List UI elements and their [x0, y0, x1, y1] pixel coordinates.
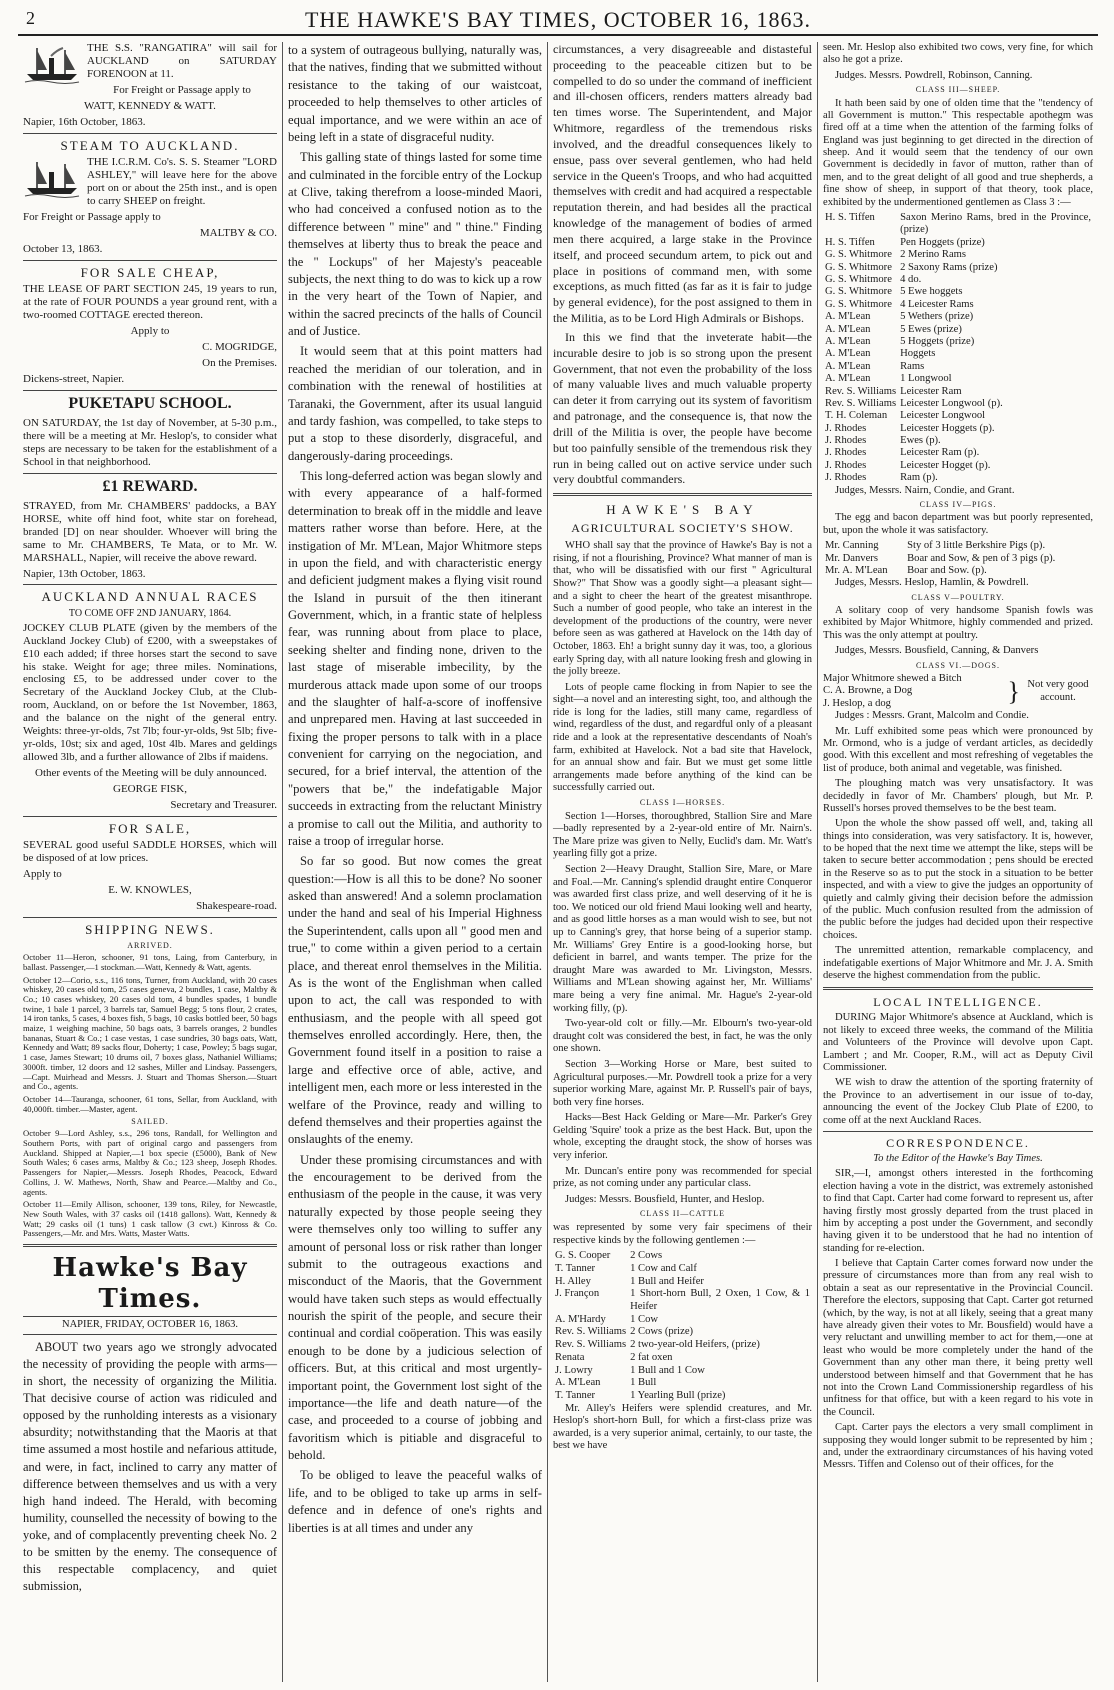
table-row	[823, 249, 1093, 261]
exhibitor-name: A. M'Lean	[825, 323, 871, 335]
dogs-judges: Judges : Messrs. Grant, Malcolm and Condie.	[835, 710, 1029, 722]
exhibitor-name: G. S. Whitmore	[825, 298, 892, 310]
exhibitor-name: Mr. A. M'Lean	[825, 564, 888, 576]
poultry-judges: Judges, Messrs. Bousfield, Canning, & Danvers	[835, 645, 1039, 657]
editorial-paragraph: This long-deferred action was began slowly and with every appearance of a half-formed determination to break off in the middle and leave matters rather worse than before. Here, at the instigation of Mr. M'Lean, Major Whitmore steps in upon the field, and with characteristic energy and deficient judgment makes a flying visit round the Island in pursuit of the then itinerant Government, which, in a frantic state of helpless fear, was running about from place to place, seeking shelter and finding none, driven to the last stage of miserable imbecility, by the murderous attack made upon some of our troops and the slaughter of half-a-score of inoffensive and unprepared men. Having at last succeeded in fixing the proper persons to talk with in a place convenient for carrying on the negociation, and secured, for a brief interval, the attention of the "powers that be," the indefatigable Major succeeds in extracting from the reluctant Ministry a promise to call out the Militia, and authority to raise a troop of irregular horse.	[288, 469, 543, 848]
cattle-judges: Judges. Messrs. Powdrell, Robinson, Canning.	[835, 69, 1033, 81]
exhibitor-name: A. M'Lean	[825, 348, 871, 360]
exhibit-entry: 2 Saxony Rams (prize)	[900, 261, 998, 273]
table-row	[823, 410, 1093, 422]
exhibit-entry: 1 Cow and Calf	[630, 1262, 697, 1274]
school-body: ON SATURDAY, the 1st day of November, at 5-30 p.m., there will be a meeting at Mr. Heslop's, to consider what steps are necessary to be taken for the establishment of a School in that neighborhood.	[23, 416, 277, 468]
exhibitor-name: Rev. S. Williams	[555, 1326, 627, 1338]
table-row	[823, 423, 1093, 435]
exhibit-entry: Leicester Hogget (p).	[900, 459, 991, 471]
horses-paragraph: Two-year-old colt or filly.—Mr. Elbourn's two-year-old draught colt was considered the best, in fact, he was the only one shown.	[553, 1018, 812, 1055]
exhibit-entry: 2 Merino Rams	[900, 249, 967, 261]
exhibit-entry: Ram (p).	[900, 472, 938, 484]
table-row	[553, 1314, 812, 1327]
steamship-icon	[23, 158, 81, 198]
table-row	[823, 286, 1093, 298]
table-row	[823, 336, 1093, 348]
exhibit-entry: 1 Cow	[630, 1313, 659, 1325]
letter-paragraph: Capt. Carter pays the electors a very small compliment in supposing they would longer submit to be represented by him ; and, under the extraordinary circumstances of his having voted Messrs. Tiffen and Colenso out of their offices, for the	[823, 1422, 1093, 1471]
editorial-paragraph: circumstances, a very disagreeable and distasteful proceeding to the peaceable citizen but to be compelled to do so under the command of inefficient and ill-chosen officers, renders matters already bad ten times worse. The Superintendent, and Major Whitmore, regardless of the tremendous risks involved, and the dreadful consequences likely to ensue, pass over several gentlemen, who had held service in the Queen's Troops, and who had acquitted themselves with credit and had acquired a respectable reputation therein, and had besides all the practical knowledge of the management of bodies of armed men there acquired, a large stake in the Province itself, and proceed secundum artem, to pick out and place in positions of command men, with some exceptions, as much fitted (as far as it is fair to judge by general evidence), for the post assigned to them in the Militia, as to be Lord High Admirals or Bishops.	[553, 42, 812, 326]
table-row	[823, 553, 1093, 565]
table-row	[553, 1365, 812, 1378]
column-2-editorial	[283, 42, 548, 1682]
pigs-table	[823, 540, 1093, 577]
horses-paragraph: Mr. Duncan's entire pony was recommended for special prize, as not coming under any particular class.	[553, 1165, 812, 1190]
exhibit-entry: 5 Ewe hoggets	[900, 286, 963, 298]
horses-paragraph: Section 1—Horses, thoroughbred, Stallion Sire and Mare—badly represented by a 2-year-old entire of Mr. Nairn's. The Mare prize was given to Nelly, Euclid's dam. Mr. Watt's yearling filly got a prize.	[553, 810, 812, 860]
exhibitor-name: T. Tanner	[555, 1389, 596, 1401]
exhibitor-name: H. S. Tiffen	[825, 212, 875, 224]
arrival-entry: October 12—Corio, s.s., 116 tons, Turner, from Auckland, with 20 cases whiskey, 20 cases old tom, 25 cases geneva, 2 bundles, 1 case, Maltby & Co.; 10 cases whiskey, 20 cases old tom, 4 bundles spades, 1 bundle twine, 1 bale 1 parcel, 3 barrels tar, Samuel Begg; 5 tons flour, 2 crates, 14 iron tanks, 5 cases, 4 boxes fish, 5 bags, 10 casks bottled beer, 50 bags maize, 1 weighing machine, 50 bags oats, 3 barrels oranges, 2 bundles bananas, Stuart & Co.; 1 case vestas, 1 case sundries, 30 bags oats, Watt, Kennedy and Watt; 89 sacks flour, Doherty; 1 case, Powley; 5 bags sugar, 1 case, James Stewart; 10 drums oil, 7 boxes glass, Nathaniel Williams; 3000ft. timber, 12 doors and 12 sashes, Miller and Lindsay. Passengers,—Capt. Muirhead and Messrs. J. Stuart and Thomas Sherson.—Stuart and Co., agents.	[23, 974, 277, 1092]
reward-date: Napier, 13th October, 1863.	[23, 567, 146, 580]
ad-rangatira	[23, 42, 277, 129]
dogs-entries	[823, 673, 1093, 710]
correspondence-heading: CORRESPONDENCE.	[886, 1135, 1030, 1150]
sheep-intro: It hath been said by one of olden time that the "tendency of all Government is mutton." This respectable apothegm was fired off at a time when the attention of the farming folks of England was just beginning to get directed in the direction of sheep. And it would seem that the tendency of our own Government is decidedly in favor of mutton, rather than of men, and to the great delight of all good and true shepherds, a fine show of sheep, in support of that theory, took place, exhibited by the undermentioned gentlemen as Class 3 :—	[823, 97, 1093, 208]
cattle-table	[553, 1250, 812, 1402]
class-1-label: CLASS I—HORSES.	[639, 798, 726, 808]
exhibitor-name: J. Lowry	[555, 1364, 593, 1376]
table-row	[553, 1288, 812, 1313]
table-row	[553, 1339, 812, 1352]
races-body: JOCKEY CLUB PLATE (given by the members of the Auckland Jockey Club) of £200, with a sweepstakes of £10 each added; if three horses start the second to save his stake. Weight for age; three miles. Nominations, enclosing £5, to be addressed under cover to the Secretary of the Auckland Jockey Club, at the Club-room, Auckland, on or before the 1st November, 1863, and the balance on the night of the general entry. Weights: three-yr-olds, 7st 7lb; four-yr-olds, 9st 5lb; five-yr-olds, 10st; six and aged, 10st 4lb. Mares and geldings allowed 3lb, and a further allowance of 2lbs if maidens.	[23, 621, 277, 764]
show-paragraph: WHO shall say that the province of Hawke's Bay is not a rising, if not a flourishing, Province? What manner of man is that, who will be dissatisfied with our first " Agricultural Show?" That Show was a goodly sight—a pleasant sight—and a sight to cheer the heart of the greatest misanthrope. Such a number of good people, who take an interest in the development of the productions of the country, were never before seen as was gathered at Havelock on the 14th day of October, 1863. Eh! a bright sunny day it was, too, a glorious early Spring day, with all nature looking fresh and glowing in the jolly breeze.	[553, 540, 812, 678]
exhibit-entry: 1 Yearling Bull (prize)	[630, 1389, 726, 1401]
exhibit-entry: 2 Cows	[630, 1250, 663, 1262]
table-row	[823, 348, 1093, 360]
table-row	[553, 1390, 812, 1403]
exhibitor-name: G. S. Whitmore	[825, 249, 892, 261]
exhibitor-name: H. S. Tiffen	[825, 236, 875, 248]
society-heading: HAWKE'S BAY	[606, 502, 759, 518]
exhibitor-name: Mr. Canning	[825, 540, 879, 552]
horses-sale-owner: E. W. KNOWLES,	[108, 884, 192, 897]
arrived-label: ARRIVED.	[127, 940, 173, 950]
table-row	[553, 1352, 812, 1365]
sheep-table	[823, 212, 1093, 485]
exhibitor-name: Rev. S. Williams	[555, 1339, 627, 1351]
show-closing: Mr. Luff exhibited some peas which were pronounced by Mr. Ormond, who is a judge of verdant articles, as decidedly good. With this excellent and most refreshing of vegetables the list of produce, both animal and vegetable, was finished.	[823, 725, 1093, 774]
class-5-label: CLASS V—POULTRY.	[911, 592, 1005, 602]
exhibit-entry: Leicester Ram	[900, 385, 962, 397]
table-row	[823, 386, 1093, 398]
local-paragraph: WE wish to draw the attention of the sporting fraternity of the Province to an advertisement in our issue of to-day, announcing the event of the Jockey Club Plate of £200, to come off at the next Auckland Races.	[823, 1077, 1093, 1126]
exhibit-entry: 1 Short-horn Bull, 2 Oxen, 1 Cow, & 1 Heifer	[630, 1288, 810, 1313]
dogs-note: Not very good account.	[1027, 679, 1089, 703]
newspaper-title: THE HAWKE'S BAY TIMES, OCTOBER 16, 1863.	[304, 7, 812, 32]
exhibit-entry: 2 fat oxen	[630, 1351, 673, 1363]
exhibitor-name: J. Rhodes	[825, 459, 867, 471]
sailed-label: SAILED.	[131, 1117, 169, 1127]
masthead	[18, 6, 1098, 36]
pigs-intro: The egg and bacon department was but poorly represented, but, upon the whole it was satisfactory.	[823, 512, 1093, 536]
editorial-paragraph: In this we find that the inveterate habit—the incurable desire to job is so strong upon the present Government, that not even the probability of the loss of many valuable lives and much valuable property can deter it from carrying out its system of favoritism and patronage, and the consequence is, that now the drill of the Militia is over, the people have become but too painfully sensible of the tremendous risk they run in being called out on active service under such very doubtful commanders.	[553, 329, 812, 487]
exhibit-entry: 5 Ewes (prize)	[900, 323, 962, 335]
exhibit-entry: Hoggets	[900, 348, 936, 360]
races-other: Other events of the Meeting will be duly announced.	[35, 767, 267, 780]
exhibitor-name: A. M'Lean	[825, 311, 871, 323]
sale-address: Dickens-street, Napier.	[23, 373, 125, 386]
arrival-entry: October 14—Tauranga, schooner, 61 tons, Sellar, from Auckland, with 40,000ft. timber.—Master, agent.	[23, 1093, 277, 1114]
table-row	[823, 361, 1093, 373]
rangatira-apply: For Freight or Passage apply to	[113, 83, 251, 96]
ad-lord-ashley	[23, 156, 277, 256]
exhibitor-name: A. M'Hardy	[555, 1313, 606, 1325]
sale-heading: FOR SALE CHEAP,	[80, 264, 220, 280]
sale-body: THE LEASE OF PART SECTION 245, 19 years to run, at the rate of FOUR POUNDS a year ground rent, with a two-roomed COTTAGE erected thereon.	[23, 283, 277, 322]
dog-entry: Major Whitmore shewed a Bitch	[823, 673, 962, 685]
editorial-start: ABOUT two years ago we strongly advocated the necessity of providing the people with arms—in short, the necessity of organizing the Militia. That decisive course of action was ridiculed and opposed by the runholding interests as a visionary absurdity; notwithstanding that the Maoris at that time assumed a most hostile and nefarious attitude, and were, in fact, inclined to carry any matter of difference between themselves and us with a very high hand indeed. The Herald, with becoming humility, counselled the necessity of bowing to the yoke, and of complacently preventing cheek No. 2 to be smitten by the enemy. The consequence of this respectable complacency, and quiet submission,	[23, 1339, 277, 1594]
table-row	[823, 373, 1093, 385]
table-row	[553, 1276, 812, 1289]
exhibit-entry: Leicester Longwool	[900, 410, 986, 422]
table-row	[823, 299, 1093, 311]
exhibit-entry: 1 Bull and Heifer	[630, 1275, 704, 1287]
exhibitor-name: G. S. Whitmore	[825, 261, 892, 273]
horses-sale-heading: FOR SALE,	[108, 821, 192, 837]
sailing-entry: October 11—Emily Allison, schooner, 139 tons, Riley, for Newcastle, New South Wales, with 37 casks oil (1418 gallons). Watt, Kennedy & Watt; 29 casks oil (1 tuns) 1 cask tallow (3 cwt.) Kinross & Co. Passengers,—Mr. and Mrs. Watts, Master Watts.	[23, 1199, 277, 1239]
table-row	[823, 237, 1093, 249]
show-paragraph: Lots of people came flocking in from Napier to see the sight—a novel and an interesting sight, too, and although the ride is long for the ladies, still many came, regardless of wind, regardless of the dust, and regardful only of a pleasant ride and a look at the representative descendants of Noah's farm, exhibited at Havelock. Not a bad site that Havelock, for an annual show and fair. But we must get some little arrangements made before anything of the kind can be successfully carried out.	[553, 681, 812, 794]
column-1	[18, 42, 283, 1682]
show-closing: The unremitted attention, remarkable complacency, and indefatigable exertions of Major Whitmore and Mr. J. A. Smith deserve the highest commendation from the public.	[823, 945, 1093, 981]
table-row	[823, 447, 1093, 459]
horses-judges: Judges: Messrs. Bousfield, Hunter, and Heslop.	[565, 1193, 765, 1205]
exhibit-entry: Leicester Hoggets (p).	[900, 422, 995, 434]
exhibitor-name: J. Rhodes	[825, 435, 867, 447]
reward-body: STRAYED, from Mr. CHAMBERS' paddocks, a BAY HORSE, white off hind foot, white star on forehead, branded [D] on near shoulder. Whoever will bring the same to Mr. CHAMBERS, Te Mata, or to Mr. W. MARSHALL, Napier, will receive the above reward.	[23, 499, 277, 564]
rangatira-agent: WATT, KENNEDY & WATT.	[84, 99, 216, 112]
table-row	[553, 1377, 812, 1390]
races-heading: AUCKLAND ANNUAL RACES	[41, 589, 259, 605]
races-secretary: GEORGE FISK,	[113, 783, 187, 796]
editorial-paragraph: So far so good. But now comes the great question:—How is all this to be done? No sooner asked than answered! And a solemn proclamation under the hand and seal of his Imperial Highness the Superintendent, calls upon all " good men and true," to come within a given period to a certain place, and thereat enrol themselves in the Militia. As is the wont of the Englishman when called upon to act, the call was responded to with enthusiasm, and the people with all speed got themselves enrolled accordingly. Here, then, the Government found itself in a position to raise a large and effective orce of able, active, and intelligent men, each more or less interested in the welfare of the Province, ready and willing to defend themselves and their properties against the onslaughts of the enemy.	[288, 854, 542, 1147]
sale-owner: C. MOGRIDGE,	[202, 341, 277, 354]
pigs-judges: Judges, Messrs. Heslop, Hamlin, & Powdrell.	[835, 577, 1029, 589]
table-row	[823, 274, 1093, 286]
letter-paragraph: I believe that Captain Carter comes forward now under the pressure of circumstances more than from any real wish to obtain a seat as our representative in the Provincial Council. Therefore the electors, supposing that Capt. Carter got returned (which, by the way, is not at all likely, seeing that a great many have already given their votes to Mr. Bousfield) would have a very reluctant and unwilling member to act for them,—one at least who would be more completely under the hand of the Government than any other man there, it being pretty well understood between himself and that Government that he has not into the Crown Land Commissionership regardless of his unfitness for that office, but with a keen regard to his vote in the Council.	[823, 1258, 1093, 1418]
local-paragraph: DURING Major Whitmore's absence at Auckland, which is not likely to exceed three weeks, the command of the Militia and Volunteers of the Province will devolve upon Capt. Lambert ; and Mr. Cooper, R.M., will act as Deputy Civil Commissioner.	[823, 1012, 1093, 1073]
table-row	[553, 1263, 812, 1276]
exhibitor-name: T. H. Coleman	[825, 410, 888, 422]
ashley-body: THE I.C.R.M. Co's. S. S. Steamer "LORD ASHLEY," will leave here for the above port on or about the 25th inst., and is open to carry SHEEP on freight.	[87, 156, 277, 208]
exhibit-entry: Sty of 3 little Berkshire Pigs (p).	[907, 540, 1046, 552]
horses-paragraph: Section 2—Heavy Draught, Stallion Sire, Mare, or Mare and Foal.—Mr. Canning's splendid draught entire Conqueror was awarded first class prize, and well deserving of it he is too. We noticed our old friend Maui looking well and hearty, and as good little horses as a man would wish to see, but not up to Canning's grey, that horse being of a superior stamp. Mr. Williams' Grey Entire is a good-looking horse, but deficient in barrel, and wants temper. The prize for the draught Mare was awarded to Mr. Livingston, Messrs. Williams and M'Lean showing against her, Mr. Williams' mare being a very fine animal. Mr. Hague's 2-year-old working filly, (p).	[553, 864, 812, 1014]
exhibitor-name: G. S. Cooper	[555, 1250, 611, 1262]
correspondence-to: To the Editor of the Hawke's Bay Times.	[873, 1152, 1043, 1164]
exhibit-entry: 5 Hoggets (prize)	[900, 335, 975, 347]
flag-title: Hawke's Bay Times.	[52, 1253, 248, 1314]
horses-sale-body: SEVERAL good useful SADDLE HORSES, which will be disposed of at low prices.	[23, 839, 277, 865]
shipping-heading: SHIPPING NEWS.	[85, 922, 215, 938]
column-4	[818, 42, 1098, 1682]
races-subheading: TO COME OFF 2ND JANUARY, 1864.	[68, 607, 232, 619]
arrival-entry: October 11—Heron, schooner, 91 tons, Laing, from Canterbury, in ballast. Passenger,—1 stockman.—Watt, Kennedy & Watt, agents.	[23, 952, 277, 972]
exhibit-entry: 1 Longwool	[900, 373, 952, 385]
sale-premises: On the Premises.	[202, 357, 277, 370]
table-row	[553, 1326, 812, 1339]
exhibit-entry: 1 Bull and 1 Cow	[630, 1364, 705, 1376]
rangatira-date: Napier, 16th October, 1863.	[23, 115, 146, 128]
steamship-icon	[23, 44, 81, 84]
table-row	[823, 324, 1093, 336]
horses-paragraph: Section 3—Working Horse or Mare, best suited to Agricultural purposes.—Mr. Powdrell took a prize for a very superior working Mare, against Mr. P. Russell's pair of bays, both very fine horses.	[553, 1058, 812, 1108]
show-closing: The ploughing match was very unsatisfactory. It was decidedly in favor of Mr. Chambers' plough, but Mr. P. Russell's horses proved themselves to be the best team.	[823, 778, 1093, 814]
exhibitor-name: J. Françon	[555, 1288, 600, 1300]
editorial-paragraph: To be obliged to leave the peaceful walks of life, and to be obliged to take up arms in self-defence and in defence of one's rights and liberties is at all times and under any	[288, 1468, 542, 1535]
exhibit-entry: Leicester Longwool (p).	[900, 397, 1003, 409]
exhibit-entry: Boar and Sow, & pen of 3 pigs (p).	[907, 552, 1056, 564]
table-row	[823, 435, 1093, 447]
exhibitor-name: G. S. Whitmore	[825, 274, 892, 285]
editorial-paragraph: to a system of outrageous bullying, naturally was, that the natives, finding that we submitted without resistance to the taking of our waistcoat, proceeded to help themselves to other articles of equal importance, and we were within an ace of being left in a state of disgraceful nudity.	[288, 43, 542, 144]
rangatira-body: THE S.S. "RANGATIRA" will sail for AUCKLAND on SATURDAY FORENOON at 11.	[87, 42, 277, 80]
exhibitor-name: Rev. S. Williams	[825, 385, 897, 397]
ashley-date: October 13, 1863.	[23, 242, 103, 255]
exhibitor-name: A. M'Lean	[555, 1377, 601, 1389]
table-row	[823, 565, 1093, 577]
table-row	[553, 1250, 812, 1263]
exhibit-entry: Ewes (p).	[900, 435, 941, 447]
horses-sale-address: Shakespeare-road.	[196, 900, 277, 913]
table-row	[823, 262, 1093, 274]
exhibit-entry: 2 Cows (prize)	[630, 1326, 694, 1338]
exhibit-entry: Rams	[900, 360, 925, 372]
class-2-label: CLASS II—CATTLE	[640, 1209, 725, 1219]
show-closing: Upon the whole the show passed off well, and, taking all things into consideration, was very satisfactory. It is, however, to be hoped that the next time we attempt the like, steps will be taken to secure better accommodation ; pens should be erected in the Reserve so as to put the stock in a situation to be better inspected, and with a view to give the judges an opportunity of quietly and calmly giving their decision before the admission of the public. Much confusion resulted from the admission of the public before the judges had decided upon their respective choices.	[823, 818, 1093, 941]
class-6-label: CLASS VI.—DOGS.	[916, 660, 1000, 670]
ashley-agent: MALTBY & CO.	[199, 226, 277, 239]
exhibit-entry: 2 two-year-old Heifers, (prize)	[630, 1339, 760, 1351]
school-heading: PUKETAPU SCHOOL.	[68, 395, 232, 413]
exhibit-entry: 4 do.	[900, 274, 922, 285]
exhibit-entry: 1 Bull	[630, 1377, 657, 1389]
reward-heading: £1 REWARD.	[102, 477, 198, 495]
sheep-judges: Judges, Messrs. Nairn, Condie, and Grant.	[835, 484, 1015, 496]
steam-heading: STEAM TO AUCKLAND.	[60, 137, 240, 153]
exhibitor-name: T. Tanner	[555, 1262, 596, 1274]
table-row	[823, 311, 1093, 323]
page-number: 2	[26, 8, 35, 28]
editorial-paragraph: This galling state of things lasted for some time and culminated in the forcible entry of the Lockup at Clive, taking therefrom a loose-minded Maori, who had conceived a confused notion as to the difference between " mine" and " thine." Finding themselves at liberty thus to break the peace and the " Lockups" of her Majesty's peaceable subjects, the next thing to do was to kick up a row in the very heart of the Town of Napier, and within the sacred precincts of the halls of Council and of Justice.	[288, 150, 542, 338]
editorial-paragraph: Under these promising circumstances and with the encouragement to be derived from the enthusiasm of the people in the cause, it was very naturally expected by those people seeing they were themselves only too willing to suffer any amount of personal loss or risk rather than longer submit to the outrageous exactions and misconduct of the Maoris, that the Government would have taken such steps as would effectually nourish the spirit of the people, and secure their continual and cordial coöperation. This was easily enough to be done by a judicious selection of officers. But, at this critical and most urgently-important point, the Government lost sight of the importance—the life and death nature—of the case, and proceeded to a course of jobbing and favoritism which is pitiable and disgraceful to behold.	[288, 1152, 542, 1462]
exhibit-entry: Leicester Ram (p).	[900, 447, 980, 459]
exhibitor-name: J. Rhodes	[825, 447, 867, 459]
poultry-text: A solitary coop of very handsome Spanish fowls was exhibited by Major Whitmore, highly commended and prized. This was the only attempt at poultry.	[823, 605, 1093, 641]
exhibitor-name: G. S. Whitmore	[825, 286, 892, 298]
cattle-intro: was represented by some very fair specimens of their respective kinds by the following gentlemen :—	[553, 1222, 812, 1246]
exhibitor-name: A. M'Lean	[825, 335, 871, 347]
sale-apply: Apply to	[130, 325, 170, 338]
cattle-closing: Mr. Alley's Heifers were splendid creatures, and Mr. Heslop's short-horn Bull, for which a first-class prize was awarded, is a very superior animal, certainly, to our taste, the best we have	[553, 1402, 812, 1452]
dateline: NAPIER, FRIDAY, OCTOBER 16, 1863.	[23, 1316, 277, 1334]
exhibit-entry: Boar and Sow. (p).	[907, 564, 987, 576]
horses-paragraph: Hacks—Best Hack Gelding or Mare—Mr. Parker's Grey Gelding 'Squire' took a prize as the best Hack. But, upon the whole, excepting the draught stock, the show of horses was very inferior.	[553, 1112, 812, 1162]
ashley-apply: For Freight or Passage apply to	[23, 211, 161, 224]
brace-icon: }	[1007, 676, 1020, 706]
exhibitor-name: J. Rhodes	[825, 472, 867, 484]
letter-paragraph: SIR,—I, amongst others interested in the forthcoming election having a vote in the district, was extremely astonished to find that Capt. Carter had come forward to represent us, after having firstly most grossly departed from the trust placed in him by accepting a post under the Government, and secondly having given it to be understood that he had no intention of standing for re-election.	[823, 1168, 1093, 1254]
table-row	[823, 472, 1093, 484]
class-3-label: CLASS III—SHEEP.	[915, 85, 1001, 95]
exhibitor-name: J. Rhodes	[825, 422, 867, 434]
dog-entry: J. Heslop, a dog	[823, 697, 891, 709]
column-3	[548, 42, 818, 1682]
exhibitor-name: Mr. Danvers	[825, 552, 878, 564]
horses-sale-apply: Apply to	[23, 868, 62, 881]
table-row	[823, 398, 1093, 410]
exhibitor-name: A. M'Lean	[825, 373, 871, 385]
cattle-continued: seen. Mr. Heslop also exhibited two cows, very fine, for which also he got a prize.	[823, 42, 1093, 66]
exhibitor-name: Renata	[555, 1351, 585, 1363]
exhibit-entry: 5 Wethers (prize)	[900, 311, 974, 323]
society-subheading: AGRICULTURAL SOCIETY'S SHOW.	[571, 521, 794, 536]
table-row	[823, 460, 1093, 472]
exhibit-entry: Pen Hoggets (prize)	[900, 236, 985, 248]
table-row	[823, 212, 1093, 237]
exhibitor-name: H. Alley	[555, 1275, 591, 1287]
dog-entry: C. A. Browne, a Dog	[823, 685, 913, 697]
local-heading: LOCAL INTELLIGENCE.	[873, 995, 1043, 1010]
class-4-label: CLASS IV—PIGS.	[919, 500, 997, 510]
exhibitor-name: Rev. S. Williams	[825, 397, 897, 409]
table-row	[823, 540, 1093, 552]
editorial-paragraph: It would seem that at this point matters had reached the meridian of our toleration, and in combination with the renewal of hostilities at Taranaki, the Government, after its usual languid and tardy fashion, was compelled, to take steps to put a stop to these disorderly, disgraceful, and dangerously-daring proceedings.	[288, 344, 542, 463]
races-title: Secretary and Treasurer.	[170, 799, 277, 812]
exhibit-entry: 4 Leicester Rams	[900, 298, 974, 310]
exhibitor-name: A. M'Lean	[825, 360, 871, 372]
exhibit-entry: Saxon Merino Rams, bred in the Province, (prize)	[900, 212, 1091, 236]
sailing-entry: October 9—Lord Ashley, s.s., 296 tons, Randall, for Wellington and Southern Ports, with part of original cargo and passengers from Auckland. Shipped at Napier,—1 box specie (£5000), Bank of New South Wales; 6 cases arms, Maltby & Co.; 123 sheep, Joseph Rhodes. Passengers for Napier,—Messrs. Joseph Rhodes, Peacock, Edward Collins, J. W. Mathews, North, Shaw and Pearce.—Maltby and Co., agents.	[23, 1128, 277, 1197]
